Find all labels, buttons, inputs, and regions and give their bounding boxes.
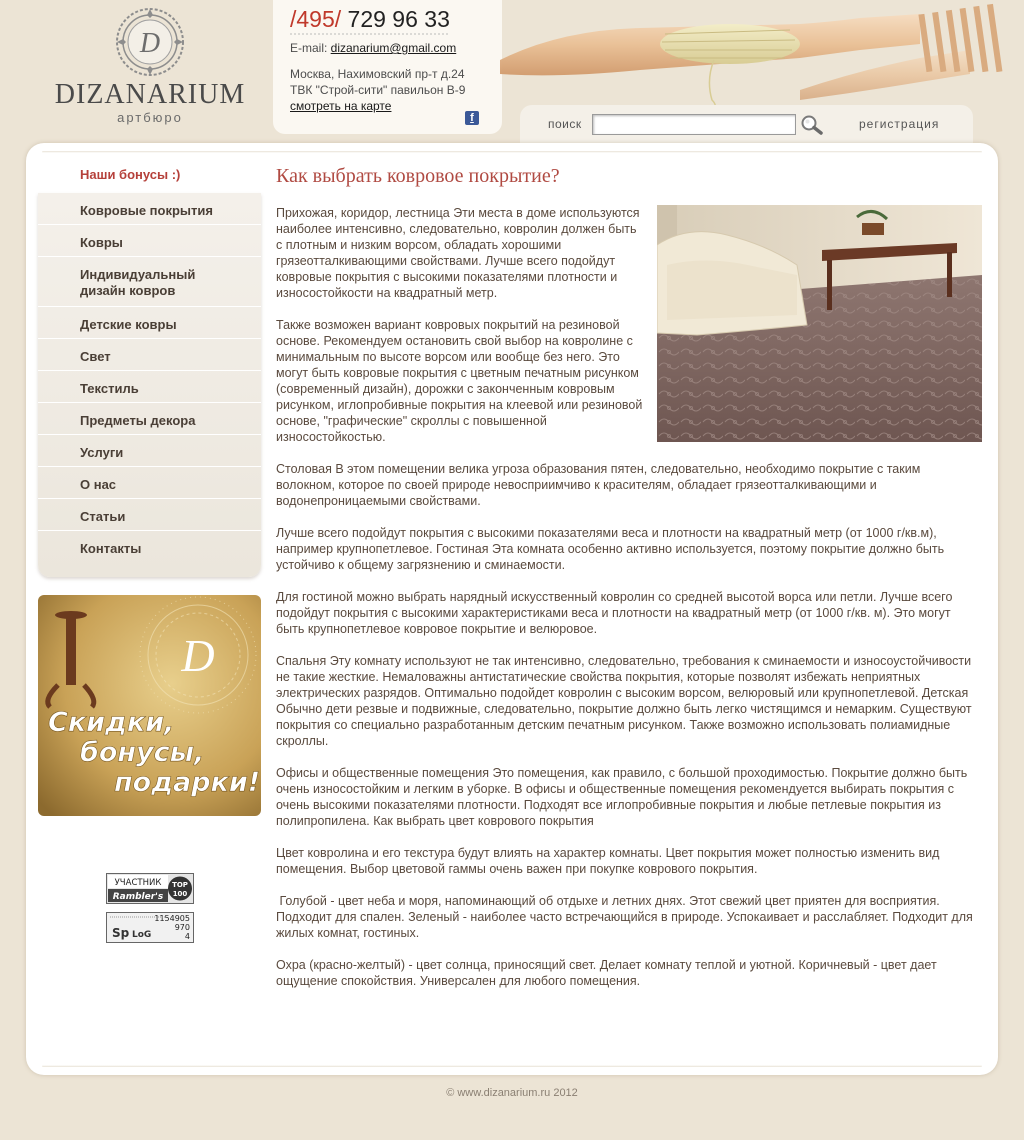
- svg-text:4: 4: [184, 932, 190, 941]
- phone-digits: 729 96 33: [341, 6, 450, 32]
- article-paragraph: Охра (красно-желтый) - цвет солнца, приносящий свет. Делает комнату теплой и уютной. Коричневый - цвет дает ощущение спокойствия. Универсален для любого помещения.: [276, 958, 937, 988]
- register-link[interactable]: регистрация: [859, 117, 940, 131]
- svg-text:1154905: 1154905: [154, 914, 190, 923]
- article-paragraph: Цвет ковролина и его текстура будут влиять на характер комнаты. Цвет покрытия может полностью изменить вид помещения. Выбор цветовой гаммы очень важен при покупке коврового покрытия.: [276, 846, 940, 876]
- site-logo[interactable]: [40, 6, 260, 136]
- search-label: поиск: [548, 117, 582, 131]
- sidebar-item-lighting[interactable]: Свет: [38, 339, 261, 371]
- site-header: [0, 0, 1024, 145]
- logo-emblem-letter: D: [139, 28, 161, 59]
- sidebar: [38, 159, 261, 577]
- svg-text:подарки!: подарки!: [114, 767, 261, 798]
- search-bar: [520, 105, 973, 143]
- bonus-link[interactable]: Наши бонусы :): [80, 167, 181, 182]
- svg-text:бонусы,: бонусы,: [80, 737, 205, 768]
- article-paragraph: Прихожая, коридор, лестница Эти места в доме используются наиболее интенсивно, следовательно, ковролин должен быть с плотным и низким ворсом, обладать хорошими грязеотталкивающими свойствами. Лучше всего подойдут ковровые покрытия с высокими показателями плотности и износостойкости на квадратный метр.: [276, 206, 640, 300]
- panel-top-divider: [42, 151, 982, 153]
- svg-text:TOP: TOP: [172, 881, 188, 889]
- spylog-badge-image: [106, 912, 194, 943]
- article-content: [276, 163, 982, 1005]
- contact-box: [273, 0, 502, 134]
- search-input[interactable]: [592, 114, 796, 135]
- page-title: Как выбрать ковровое покрытие?: [276, 165, 560, 187]
- svg-text:Rambler's: Rambler's: [112, 892, 164, 902]
- sidebar-menu: [38, 193, 261, 577]
- svg-text:D: D: [181, 630, 215, 681]
- sidebar-item-rugs[interactable]: Ковры: [38, 225, 261, 257]
- email-row: [290, 41, 502, 56]
- article-paragraph: Для гостиной можно выбрать нарядный искусственный ковролин со средней высотой ворса или петли. Лучше всего подойдут покрытия с высокими характеристиками веса и плотности на квадратный метр (от 1000 г/кв. м). Это могут быть крупнопетлевое ковровое покрытие и велюровое.: [276, 590, 953, 636]
- sidebar-item-kids-rugs[interactable]: Детские ковры: [38, 307, 261, 339]
- phone-number: [290, 4, 502, 34]
- weaving-shuttle-image: [500, 0, 1024, 110]
- sidebar-item-contacts[interactable]: Контакты: [80, 541, 142, 556]
- logo-subtitle: артбюро: [117, 110, 183, 125]
- sidebar-item-decor[interactable]: Предметы декора: [38, 403, 261, 435]
- map-link[interactable]: смотреть на карте: [290, 99, 392, 113]
- phone-code: /495/: [290, 6, 342, 32]
- address-line-2: ТВК "Строй-сити" павильон В-9: [290, 83, 466, 97]
- living-room-carpet-photo: [657, 205, 982, 442]
- article-paragraph: Столовая В этом помещении велика угроза образования пятен, следовательно, необходимо покрытие с таким волокном, которое по своей природе невосприимчиво к красителям, обладает грязеотталкивающими и водонепроницаемыми свойствами.: [276, 462, 921, 508]
- logo-name: DIZANARIUM: [54, 79, 246, 110]
- article-paragraph: Лучше всего подойдут покрытия с высокими показателями веса и плотности на квадратный метр (от 1000 г/кв.м), например крупнопетлевое. Гостиная Эта комната особенно активно используется, поэтому покрытие должно быть устойчиво к общему загрязнению и сминаемости.: [276, 526, 945, 572]
- promo-banner[interactable]: [38, 595, 261, 816]
- promo-banner-image: [38, 595, 261, 816]
- main-panel: [26, 143, 998, 1075]
- sidebar-item-carpet-coverings[interactable]: Ковровые покрытия: [38, 193, 261, 225]
- svg-text:LoG: LoG: [132, 930, 152, 940]
- rambler-top100-counter[interactable]: [106, 873, 194, 904]
- address: [290, 66, 502, 114]
- spylog-counter[interactable]: [106, 912, 194, 943]
- svg-text:Скидки,: Скидки,: [48, 707, 175, 738]
- svg-text:УЧАСТНИК: УЧАСТНИК: [114, 878, 162, 888]
- article-paragraph: Спальня Эту комнату используют не так интенсивно, следовательно, требования к сминаемости и износоустойчивости не такие жесткие. Немаловажны антистатические свойства покрытия, которые позволят избежать неприятных электрических разрядов. Оптимально подойдет ковролин с высоким ворсом, велюровый или крупнопетлевой. Детская Обычно дети резвые и подвижные, следовательно, покрытие должно быть легко чистящимся и немарким. Существуют покрытия со специально разработанным детским печатным рисунком. Также возможно использовать полиамидные скроллы.: [276, 654, 972, 748]
- sidebar-item-about[interactable]: О нас: [38, 467, 261, 499]
- panel-bottom-divider: [42, 1065, 982, 1067]
- email-link[interactable]: dizanarium@gmail.com: [330, 41, 457, 55]
- sidebar-item-services[interactable]: Услуги: [38, 435, 261, 467]
- facebook-icon[interactable]: f: [465, 111, 479, 125]
- rambler-badge-image: [106, 873, 194, 904]
- svg-text:970: 970: [174, 923, 190, 932]
- svg-text:100: 100: [172, 890, 188, 898]
- sidebar-item-custom-rug-design[interactable]: Индивидуальный дизайн ковров: [38, 257, 261, 307]
- logo-emblem-icon: [114, 6, 186, 78]
- email-label: E-mail:: [290, 41, 331, 55]
- sidebar-item-articles[interactable]: Статьи: [38, 499, 261, 531]
- svg-text:Sp: Sp: [112, 926, 130, 940]
- address-line-1: Москва, Нахимовский пр-т д.24: [290, 67, 465, 81]
- article-paragraph: Голубой - цвет неба и моря, напоминающий об отдыхе и летних днях. Этот свежий цвет приятен для восприятия. Подходит для спален. Зеленый - наиболее часто встречающийся в природе. Успокаивает и расслабляет. Подходит для жилых комнат, гостиных.: [276, 894, 977, 940]
- article-paragraph: Офисы и общественные помещения Это помещения, как правило, с большой проходимостью. Покрытие должно быть очень износостойким и легким в уборке. В офисы и общественные помещения рекомендуется выбирать покрытия с очень высокими показателями плотности. Подходят все иглопробивные покрытия и любые петлевые покрытия из полипропилена. Как выбрать цвет коврового покрытия: [276, 766, 968, 828]
- magnifier-icon[interactable]: [799, 114, 825, 136]
- footer-copyright: © www.dizanarium.ru 2012: [446, 1087, 578, 1099]
- article-paragraph: Также возможен вариант ковровых покрытий на резиновой основе. Рекомендуем остановить свой выбор на ковролине с минимальным по высоте ворсом или вообще без него. Это могут быть ковровые покрытия с цветным печатным рисунком (современный дизайн), дорожки с законченным ковровым рисунком, иглопробивные покрытия на клеевой или резиновой основе, "графические" скроллы с повышенной износостойкостью.: [276, 318, 643, 444]
- sidebar-item-textile[interactable]: Текстиль: [38, 371, 261, 403]
